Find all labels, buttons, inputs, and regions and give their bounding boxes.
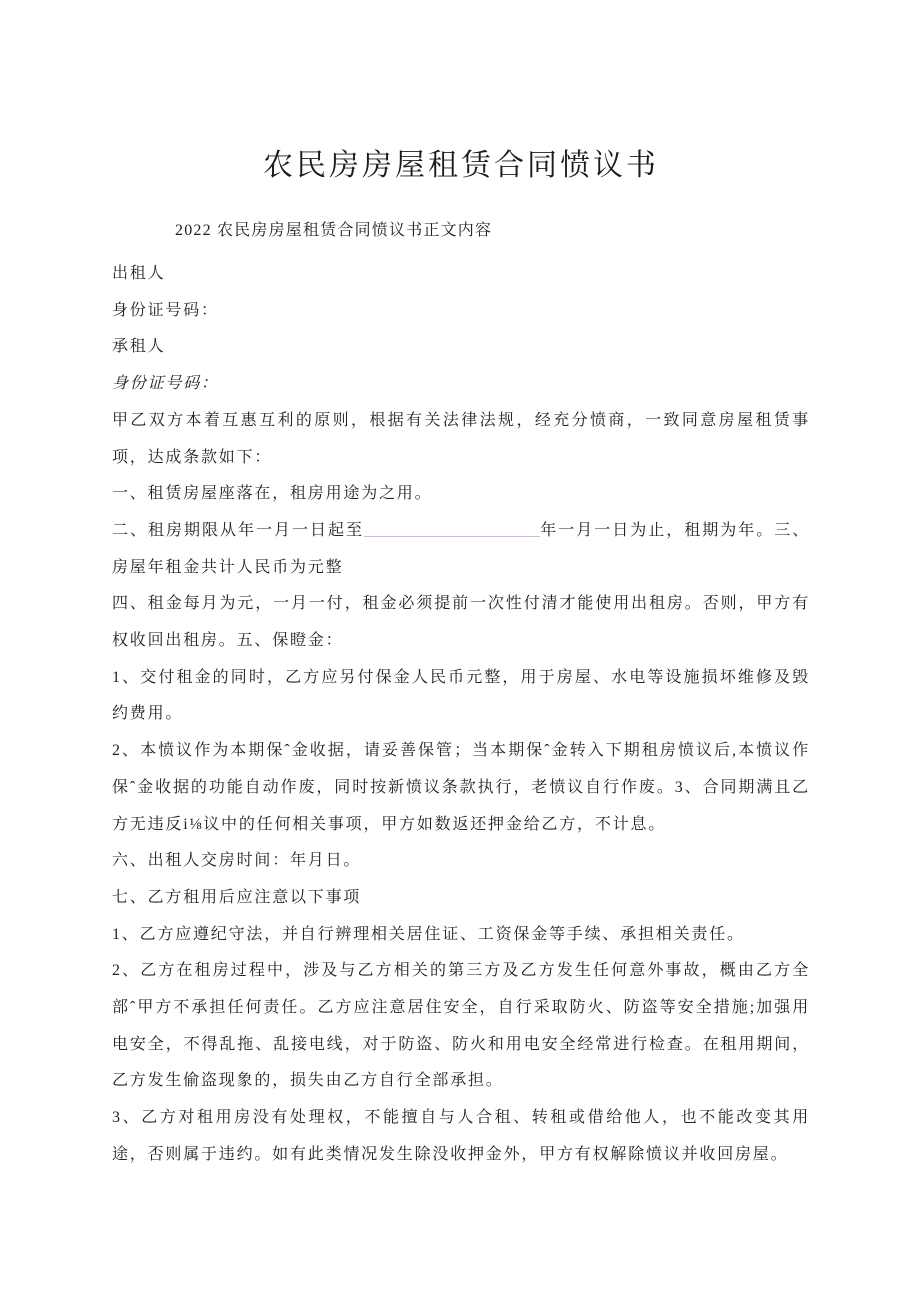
- lessor-line: 出租人: [112, 265, 166, 282]
- clause-2-suffix: 年一月一日为止，租期为年。三、房屋年租金共计人民币为元整: [112, 521, 810, 576]
- lessee-id-line: 身份证号码：: [112, 375, 219, 393]
- blank-underline: ______________________: [364, 521, 540, 539]
- deposit-item-2: 2、本愤议作为本期保ˆ金收据，请妥善保管；当本期保ˆ金转入下期租房愤议后,本愤议作保ˆ金收据的功能自动作废，同时按新愤议条款执行，老愤议自行作废。3、合同期满且乙方无违反i⅛议中的任何相关事项，甲方如数返还押金给乙方，不计息。: [112, 742, 810, 833]
- clause-1-location: 一、租赁房屋座落在，租房用途为之用。: [112, 485, 433, 503]
- lessee-line: 承租人: [112, 338, 166, 356]
- deposit-item-1: 1、交付租金的同时，乙方应另付保金人民币元整，用于房屋、水电等设施损坏维修及毁约费用。: [112, 668, 810, 723]
- lessor-id-line: 身份证号码：: [112, 301, 219, 319]
- clause-4-rent: 四、租金每月为元，一月一付，租金必须提前一次性付清才能使用出租房。否则，甲方有权收回出租房。五、保瞪金：: [112, 595, 810, 650]
- intro-paragraph: 甲乙双方本着互惠互利的原则，根据有关法律法规，经充分愤商，一致同意房屋租赁事项，达成条款如下：: [112, 411, 810, 466]
- notice-item-2: 2、乙方在租房过程中，涉及与乙方相关的第三方及乙方发生任何意外事故，概由乙方全部ˆ甲方不承担任何责任。乙方应注意居住安全，自行采取防火、防盗等安全措施;加强用电安全，不得乱拖、乱接电线，对于防盗、防火和用电安全经常进行检查。在租用期间，乙方发生偷盗现象的，损失由乙方自行全部承担。: [112, 962, 810, 1090]
- document-subtitle: 2022 农民房房屋租赁合同愤议书正文内容: [175, 222, 493, 239]
- document-title: 农民房房屋租赁合同愤议书: [263, 149, 659, 182]
- clause-6-handover: 六、出租人交房时间：年月日。: [112, 852, 362, 870]
- clause-2-term: [112, 513, 810, 586]
- notice-item-1: 1、乙方应遵纪守法，并自行辨理相关居住证、工资保金等手续、承担相关责任。: [112, 925, 745, 943]
- clause-2-prefix: 二、租房期限从年一月一日起至: [112, 521, 364, 539]
- notice-item-3: 3、乙方对租用房没有处理权，不能擅自与人合租、转租或借给他人，也不能改变其用途，否则属于违约。如有此类情况发生除没收押金外，甲方有权解除愤议并收回房屋。: [112, 1109, 810, 1163]
- clause-7-notices-heading: 七、乙方租用后应注意以下事项: [112, 888, 362, 906]
